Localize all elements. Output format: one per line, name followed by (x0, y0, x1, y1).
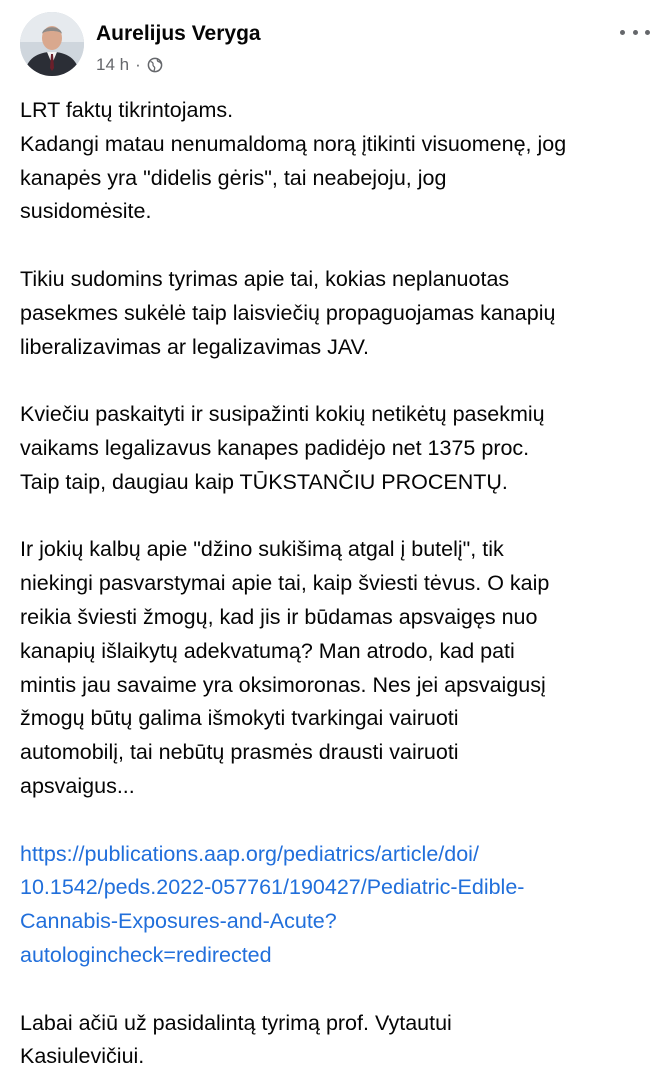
post-text-line: žmogų būtų galima išmokyti tvarkingai vairuoti (20, 706, 459, 731)
more-options-icon (620, 30, 625, 35)
more-options-button[interactable] (620, 20, 650, 44)
post-text-line: Kadangi matau nenumaldomą norą įtikinti visuomenę, jog (20, 131, 567, 156)
post-link-line[interactable]: Cannabis-Exposures-and-Acute? (20, 909, 337, 934)
author-name[interactable]: Aurelijus Veryga (96, 22, 261, 45)
post-text-line: liberalizavimas ar legalizavimas JAV. (20, 334, 369, 359)
post-text-line: Labai ačiū už pasidalintą tyrimą prof. Vytautui (20, 1010, 452, 1035)
more-options-dot (645, 30, 650, 35)
post-link-line[interactable]: autologincheck=redirected (20, 942, 272, 967)
globe-icon[interactable] (147, 57, 163, 73)
post-body (20, 94, 645, 1074)
more-options-dot (633, 30, 638, 35)
post-text-line: kanapės yra "didelis gėris", tai neabejoju, jog (20, 165, 447, 190)
post-paragraph (20, 1007, 645, 1074)
post-text-line: mintis jau savaime yra oksimoronas. Nes jei apsvaigusį (20, 672, 546, 697)
post-text-line: automobilį, tai nebūtų prasmės drausti vairuoti (20, 740, 459, 765)
post-text-line: vaikams legalizavus kanapes padidėjo net 1375 proc. (20, 435, 530, 460)
post-text-line: Kviečiu paskaityti ir susipažinti kokių netikėtų pasekmių (20, 402, 545, 427)
post-time[interactable]: 14 h (96, 55, 130, 74)
post-text-line: Tikiu sudomins tyrimas apie tai, kokias neplanuotas (20, 266, 510, 291)
avatar[interactable] (20, 12, 84, 76)
post-text-line: apsvaigus... (20, 773, 135, 798)
post-link[interactable] (20, 838, 645, 973)
post-text-line: Kasiulevičiui. (20, 1044, 145, 1069)
post-paragraph (20, 263, 645, 364)
post-meta (96, 55, 163, 75)
meta-separator: · (135, 55, 141, 74)
post-text-line: kanapių išlaikytų adekvatumą? Man atrodo, kad pati (20, 638, 515, 663)
post-link-line[interactable]: 10.1542/peds.2022-057761/190427/Pediatric-Edible- (20, 875, 525, 900)
post-paragraph (20, 94, 645, 229)
post-text-line: LRT faktų tikrintojams. (20, 98, 234, 122)
post-text-line: susidomėsite. (20, 199, 152, 224)
post-text-line: reikia šviesti žmogų, kad jis ir būdamas apsvaigęs nuo (20, 604, 538, 629)
post-header (20, 12, 650, 82)
post-text-line: Ir jokių kalbų apie "džino sukišimą atgal į butelį", tik (20, 537, 504, 562)
post-text-line: Taip taip, daugiau kaip TŪKSTANČIU PROCENTŲ. (20, 469, 508, 494)
post-paragraph (20, 398, 645, 499)
post-paragraph (20, 533, 645, 803)
post-text-line: pasekmes sukėlė taip laisviečių propaguojamas kanapių (20, 300, 556, 325)
post-link-line[interactable]: https://publications.aap.org/pediatrics/article/doi/ (20, 841, 479, 866)
post-text-line: niekingi pasvarstymai apie tai, kaip šviesti tėvus. O kaip (20, 571, 550, 596)
